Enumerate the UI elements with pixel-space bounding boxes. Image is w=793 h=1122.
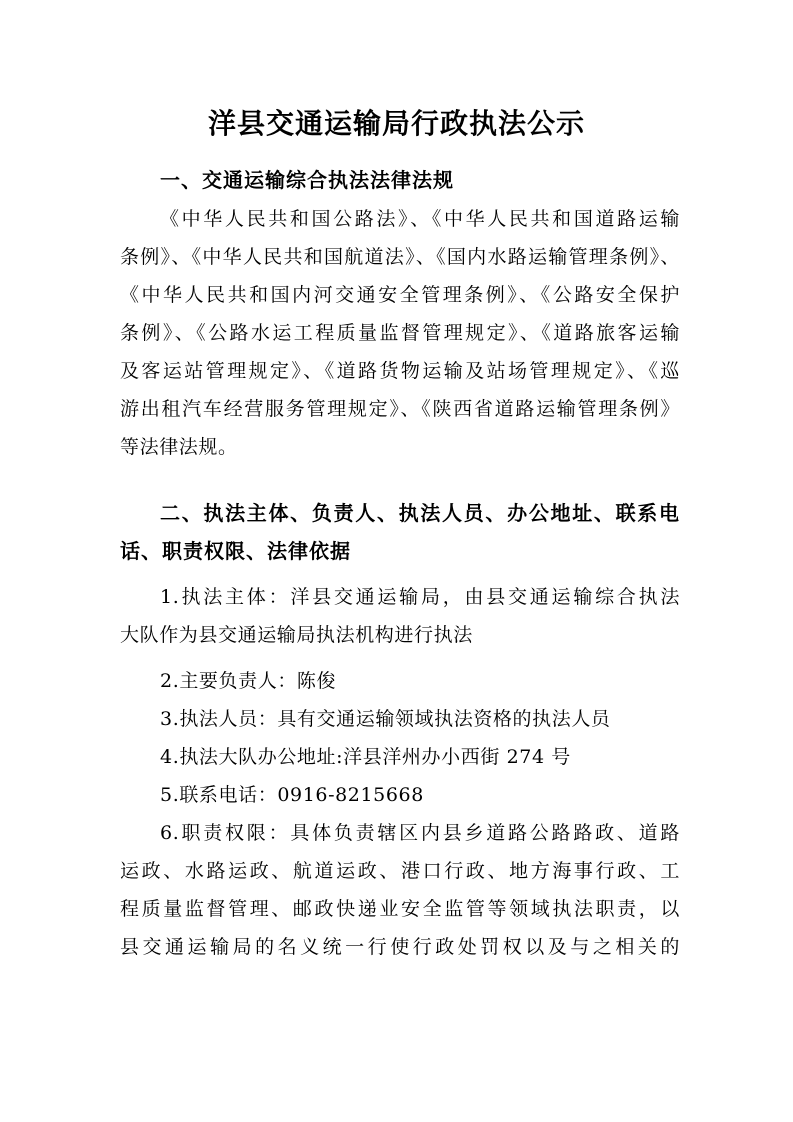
section2-heading: 二、执法主体、负责人、执法人员、办公地址、联系电 (160, 501, 680, 525)
item-5: 5.联系电话：0916-8215668 (160, 784, 424, 806)
item-6-line: 县交通运输局的名义统一行使行政处罚权以及与之相关的 (120, 936, 680, 958)
item-6-line: 运政、水路运政、航道运政、港口行政、地方海事行政、工 (120, 860, 680, 882)
paragraph-line: 《中华人民共和国公路法》、《中华人民共和国道路运输 (160, 208, 680, 230)
section1-heading: 一、交通运输综合执法法律法规 (160, 168, 454, 192)
item-3: 3.执法人员：具有交通运输领域执法资格的执法人员 (160, 708, 611, 730)
item-6-line: 程质量监督管理、邮政快递业安全监管等领域执法职责，以 (120, 898, 680, 920)
item-1-line: 1.执法主体：洋县交通运输局，由县交通运输综合执法 (160, 586, 680, 608)
paragraph-line: 等法律法规。 (120, 436, 238, 458)
item-4: 4.执法大队办公地址:洋县洋州办小西街 274 号 (160, 746, 571, 768)
section2-heading-continued: 话、职责权限、法律依据 (120, 539, 351, 563)
item-6-line: 6.职责权限：具体负责辖区内县乡道路公路路政、道路 (160, 822, 680, 844)
item-2: 2.主要负责人：陈俊 (160, 670, 337, 692)
item-1-line: 大队作为县交通运输局执法机构进行执法 (120, 624, 473, 646)
paragraph-line: 游出租汽车经营服务管理规定》、《陕西省道路运输管理条例》 (120, 398, 680, 420)
paragraph-line: 条例》、《公路水运工程质量监督管理规定》、《道路旅客运输 (120, 322, 680, 344)
paragraph-line: 及客运站管理规定》、《道路货物运输及站场管理规定》、《巡 (120, 360, 680, 382)
page-title: 洋县交通运输局行政执法公示 (207, 107, 585, 140)
paragraph-line: 《中华人民共和国内河交通安全管理条例》、《公路安全保护 (120, 284, 680, 306)
paragraph-line: 条例》、《中华人民共和国航道法》、《国内水路运输管理条例》、 (120, 246, 680, 268)
